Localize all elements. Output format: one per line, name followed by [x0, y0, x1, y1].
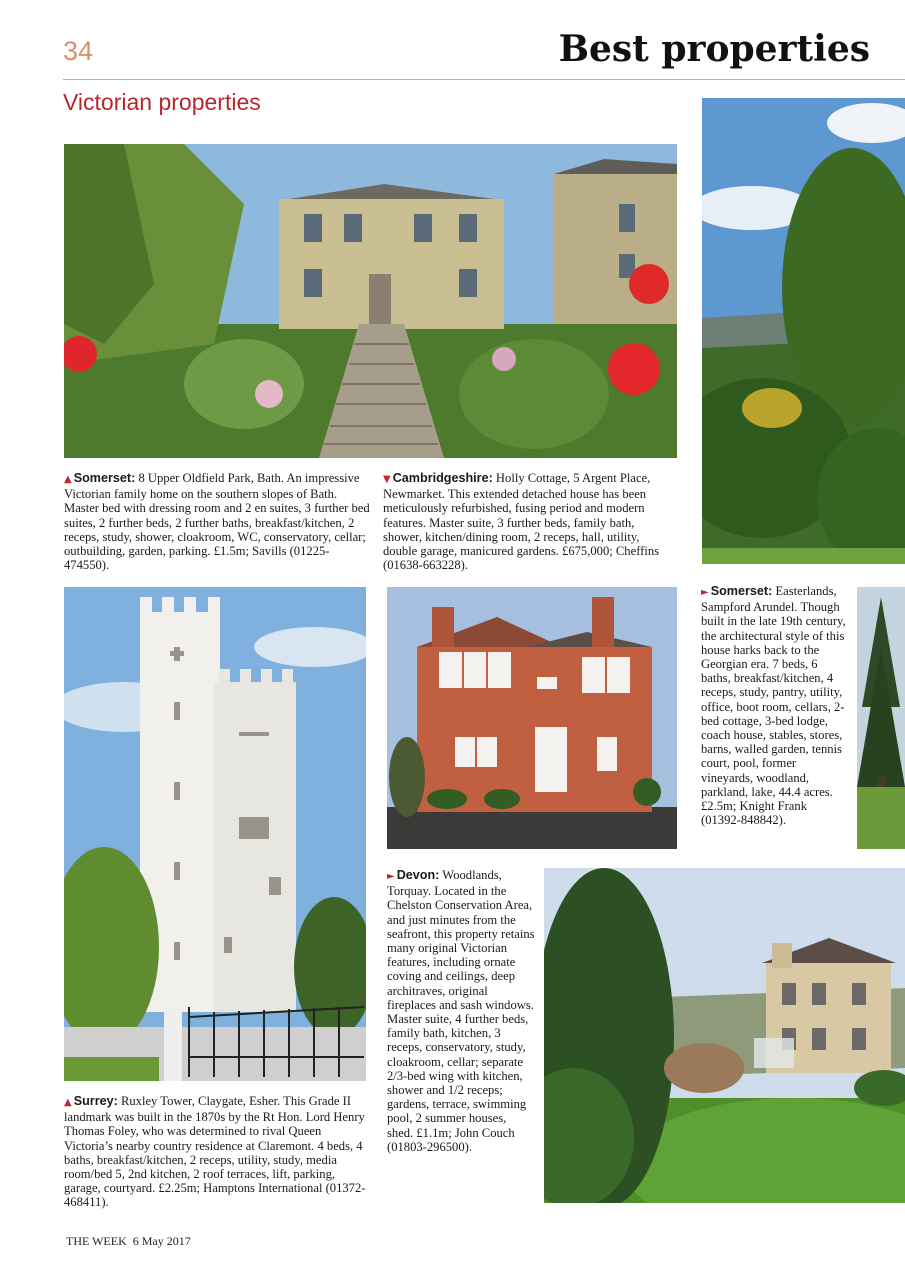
cambridge-caption	[383, 471, 671, 572]
surrey-tower-photo	[64, 587, 366, 1081]
surrey-description: Ruxley Tower, Claygate, Esher. This Grade II landmark was built in the 1870s by the Rt Hon. Lord Henry Thomas Foley, who was determined to rival Queen Victoria’s nearby country residence at Claremont. 4 beds, 4 baths, breakfast/kitchen, 2 receps, utility, study, media room/bed 5, 2nd kitchen, 2 roof terraces, lift, parking, garage, courtyard. £2.25m; Hamptons International (01372-468411).	[64, 1094, 366, 1210]
right-arrow-icon: ►	[387, 871, 395, 882]
header-rule	[63, 79, 905, 80]
devon-description: Woodlands, Torquay. Located in the Chelston Conservation Area, and just minutes from the seafront, this property retains many original Victorian features, including ornate coving and ceilings, deep architraves, original fireplaces and sash windows. Master suite, 4 further beds, family bath, kitchen, 3 receps, conservatory, study, cloakroom, cellar; separate 2/3-bed wing with kitchen, shower and 1/2 receps; gardens, terrace, swimming pool, 2 summer houses, shed. £1.1m; John Couch (01803-296500).	[387, 868, 535, 1154]
footer-date: 6 May 2017	[132, 1234, 191, 1248]
footer-publication: THE WEEK	[66, 1234, 127, 1248]
easterlands-location: Somerset:	[710, 584, 773, 598]
cambridge-description: Holly Cottage, 5 Argent Place, Newmarket. This extended detached house has been meticulously refurbished, fusing period and modern features. Master suite, 3 further beds, family bath, shower, kitchen/dining room, 2 receps, hall, utility, double garage, manicured gardens. £675,000; Cheffins (01638-663228).	[383, 471, 660, 573]
header-title: Best properties	[558, 28, 870, 70]
easterlands-tree-photo	[857, 587, 905, 849]
bath-location: Somerset:	[73, 471, 136, 485]
easterlands-description: Easterlands, Sampford Arundel. Though built in the late 19th century, the architectural style of this house harks back to the Georgian era. 7 beds, 6 baths, breakfast/kitchen, 4 receps, study, pantry, utility, office, boot room, cellars, 2-bed cottage, 3-bed lodge, coach house, stables, stores, barns, walled garden, tennis court, pool, former vineyards, woodland, parkland, lake, 44.4 acres. £2.5m; Knight Frank (01392-848842).	[701, 584, 846, 828]
bath-caption	[64, 471, 370, 572]
easterlands-caption	[701, 584, 847, 827]
down-arrow-icon: ▼	[383, 474, 391, 485]
cambridge-location: Cambridgeshire:	[392, 471, 493, 485]
up-arrow-icon: ▲	[64, 474, 72, 485]
right-arrow-icon: ►	[701, 587, 709, 598]
surrey-location: Surrey:	[73, 1094, 118, 1108]
devon-caption	[387, 868, 535, 1154]
up-arrow-icon: ▲	[64, 1097, 72, 1108]
bath-description: 8 Upper Oldfield Park, Bath. An impressive Victorian family home on the southern slopes of Bath. Master bed with dressing room and 2 en suites, 3 further bed suites, 2 further beds, 2 further baths, breakfast/kitchen, 2 receps, study, shower, cloakroom, WC, conservatory, cellar; outbuilding, garden, parking. £1.5m; Savills (01225-474550).	[64, 471, 370, 573]
page-number: 34	[63, 36, 94, 66]
bath-property-photo	[64, 144, 677, 458]
surrey-caption	[64, 1094, 370, 1210]
devon-house-photo	[544, 868, 905, 1203]
easterlands-landscape-photo	[702, 98, 905, 564]
devon-location: Devon:	[396, 868, 440, 882]
section-title: Victorian properties	[63, 89, 261, 115]
page-footer	[66, 1234, 191, 1249]
cambridge-house-photo	[387, 587, 677, 849]
